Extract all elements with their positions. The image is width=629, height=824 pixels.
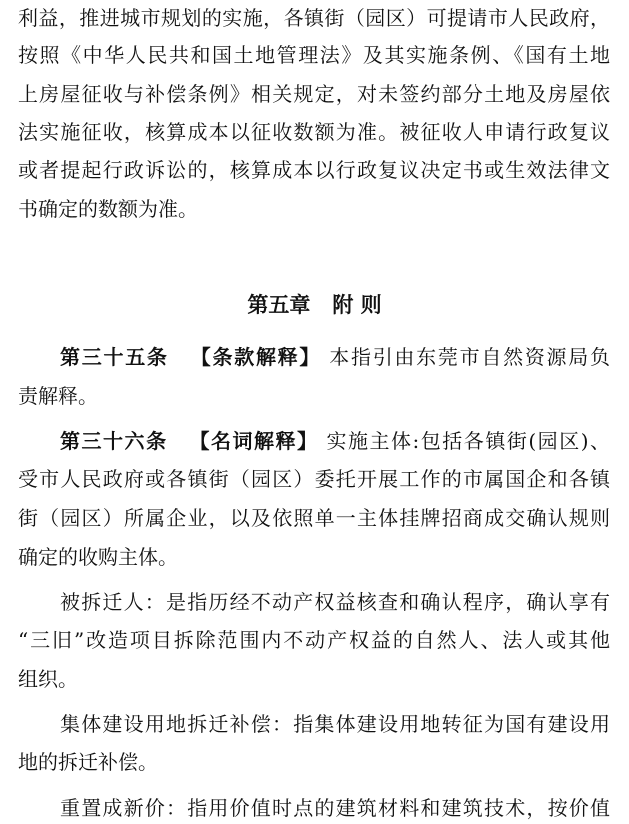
article-35-tag: 【条款解释】 — [190, 345, 322, 369]
article-35-text: 本指引由东莞市自然资源局负 — [329, 345, 611, 369]
paragraph-line: 受市人民政府或各镇街（园区）委托开展工作的市属国企和各镇 — [18, 467, 610, 491]
chapter-name: 附 则 — [332, 293, 382, 317]
paragraph-line: 法实施征收，核算成本以征收数额为准。被征收人申请行政复议 — [18, 120, 610, 144]
paragraph-line: 书确定的数额为准。 — [18, 197, 198, 221]
article-36-tag: 【名词解释】 — [189, 429, 319, 453]
paragraph-line: 组织。 — [18, 667, 78, 691]
chapter-number: 第五章 — [247, 293, 311, 317]
article-35-line — [60, 345, 610, 369]
paragraph-line: 或者提起行政诉讼的，核算成本以行政复议决定书或生效法律文 — [18, 158, 610, 182]
paragraph-line: 按照《中华人民共和国土地管理法》及其实施条例、《国有土地 — [18, 43, 610, 67]
paragraph-line: 利益，推进城市规划的实施，各镇街（园区）可提请市人民政府， — [18, 6, 610, 30]
chapter-heading — [0, 292, 629, 318]
paragraph-line: 街（园区）所属企业，以及依照单一主体挂牌招商成交确认规则 — [18, 506, 610, 530]
paragraph-line: 地的拆迁补偿。 — [18, 750, 158, 774]
paragraph-line: 上房屋征收与补偿条例》相关规定，对未签约部分土地及房屋依 — [18, 82, 610, 106]
article-36-line — [60, 429, 610, 453]
paragraph-line: 集体建设用地拆迁补偿：指集体建设用地转征为国有建设用 — [60, 712, 610, 736]
paragraph-line: 重置成新价：指用价值时点的建筑材料和建筑技术，按价值 — [60, 796, 610, 820]
article-35-label: 第三十五条 — [60, 345, 169, 369]
paragraph-line: 被拆迁人：是指历经不动产权益核查和确认程序，确认享有 — [60, 590, 610, 614]
article-36-label: 第三十六条 — [60, 429, 168, 453]
paragraph-line: “三旧”改造项目拆除范围内不动产权益的自然人、法人或其他 — [18, 628, 610, 652]
paragraph-line: 责解释。 — [18, 384, 98, 408]
article-36-text: 实施主体:包括各镇街(园区)、 — [326, 429, 611, 453]
paragraph-line: 确定的收购主体。 — [18, 545, 178, 569]
